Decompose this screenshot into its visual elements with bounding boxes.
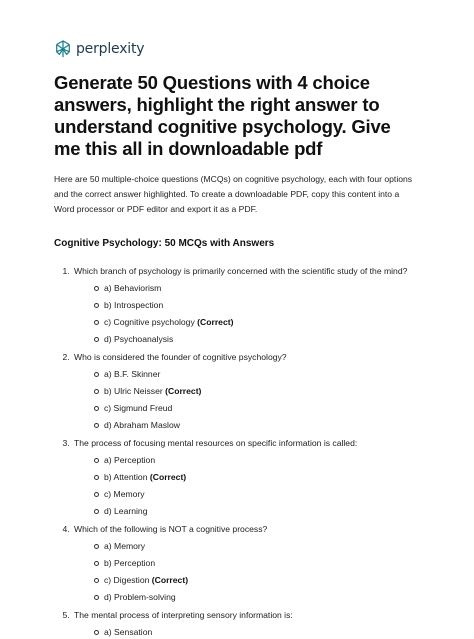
- question-text: The mental process of interpreting sensory information is:: [74, 610, 293, 620]
- option-list: [74, 454, 420, 518]
- answer-option-text: b) Introspection: [104, 300, 164, 310]
- answer-option-text: b) Ulric Neisser: [104, 386, 163, 396]
- answer-option: [94, 402, 420, 415]
- question-text: Which branch of psychology is primarily concerned with the scientific study of the mind?: [74, 266, 408, 276]
- answer-option-text: d) Problem-solving: [104, 592, 176, 602]
- answer-option-text: a) Behaviorism: [104, 283, 162, 293]
- answer-option: [94, 505, 420, 518]
- question-text: The process of focusing mental resources on specific information is called:: [74, 438, 358, 448]
- correct-answer-marker: (Correct): [197, 317, 234, 327]
- answer-option-text: c) Cognitive psychology: [104, 317, 195, 327]
- answer-option: [94, 488, 420, 501]
- answer-option-text: b) Attention: [104, 472, 148, 482]
- answer-option: [94, 574, 420, 587]
- answer-option: [94, 333, 420, 346]
- answer-option: [94, 557, 420, 570]
- question-text: Who is considered the founder of cognitive psychology?: [74, 352, 287, 362]
- question-item: [72, 437, 420, 518]
- answer-option-text: d) Abraham Maslow: [104, 420, 180, 430]
- answer-option-text: a) Memory: [104, 541, 146, 551]
- answer-option: [94, 454, 420, 467]
- answer-option: [94, 316, 420, 329]
- answer-option-text: c) Digestion: [104, 575, 150, 585]
- answer-option: [94, 419, 420, 432]
- question-list: [54, 265, 420, 639]
- question-item: [72, 523, 420, 604]
- option-list: [74, 282, 420, 346]
- intro-paragraph: Here are 50 multiple-choice questions (MCQs) on cognitive psychology, each with four options and the correct answer highlighted. To create a downloadable PDF, copy this content into a Word processor or PDF editor and export it as a PDF.: [54, 174, 413, 214]
- answer-option: [94, 385, 420, 398]
- perplexity-logo: [54, 38, 420, 60]
- answer-option-text: a) Sensation: [104, 627, 153, 637]
- section-heading: Cognitive Psychology: 50 MCQs with Answers: [54, 238, 275, 249]
- answer-option: [94, 368, 420, 381]
- correct-answer-marker: (Correct): [149, 472, 187, 482]
- answer-option: [94, 299, 420, 312]
- question-item: [72, 351, 420, 432]
- answer-option-text: c) Sigmund Freud: [104, 403, 173, 413]
- answer-option-text: d) Psychoanalysis: [104, 334, 174, 344]
- correct-answer-marker: (Correct): [151, 575, 189, 585]
- question-text: Which of the following is NOT a cognitive process?: [74, 524, 268, 534]
- answer-option-text: a) Perception: [104, 455, 156, 465]
- answer-option: [94, 282, 420, 295]
- answer-option-text: d) Learning: [104, 506, 148, 516]
- option-list: [74, 368, 420, 432]
- answer-option: [94, 540, 420, 553]
- answer-option: [94, 626, 420, 639]
- question-item: [72, 609, 420, 639]
- answer-option: [94, 591, 420, 604]
- answer-option-text: c) Memory: [104, 489, 145, 499]
- answer-option: [94, 471, 420, 484]
- answer-option-text: b) Perception: [104, 558, 156, 568]
- option-list: [74, 626, 420, 639]
- brand-name: perplexity: [76, 41, 145, 57]
- option-list: [74, 540, 420, 604]
- perplexity-logo-icon: [54, 40, 72, 58]
- correct-answer-marker: (Correct): [165, 386, 202, 396]
- question-item: [72, 265, 420, 346]
- answer-option-text: a) B.F. Skinner: [104, 369, 161, 379]
- page-title: Generate 50 Questions with 4 choice answers, highlight the right answer to understand cognitive psychology. Give me this all in downloadable pdf: [54, 72, 391, 159]
